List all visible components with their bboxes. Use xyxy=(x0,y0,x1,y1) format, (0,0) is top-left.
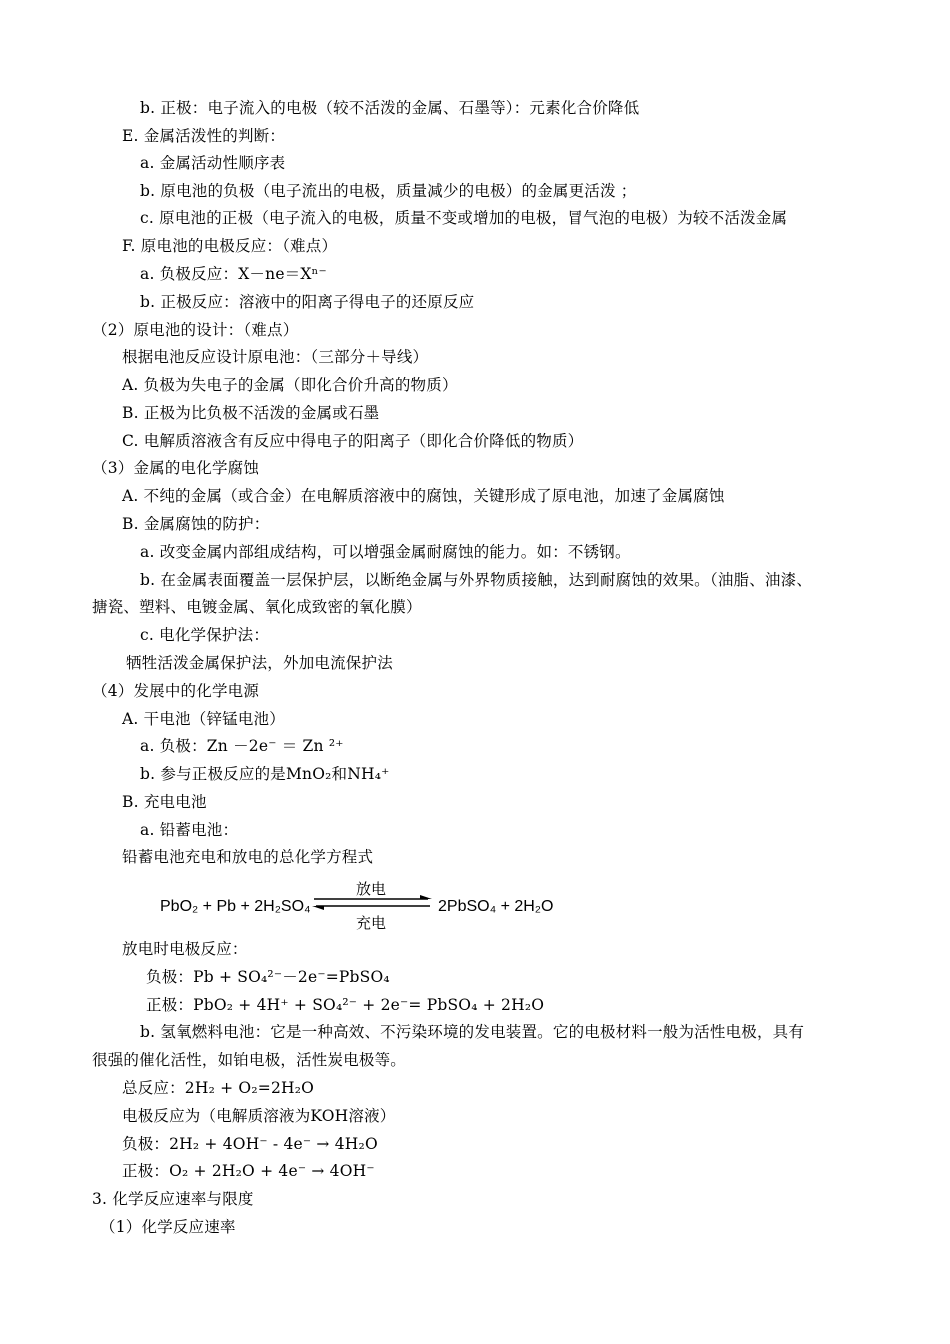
discharge-label: 放电 xyxy=(356,880,387,898)
text-line: 根据电池反应设计原电池：（三部分＋导线） xyxy=(122,348,429,366)
text-line: 铅蓄电池充电和放电的总化学方程式 xyxy=(122,848,374,866)
text-line: 很强的催化活性，如铂电极，活性炭电极等。 xyxy=(92,1051,407,1069)
text-line: 电极反应为（电解质溶液为KOH溶液） xyxy=(122,1107,396,1125)
text-line: 负极：Pb + SO₄²⁻－2e⁻=PbSO₄ xyxy=(146,968,390,986)
text-line: B. 充电电池 xyxy=(122,793,207,811)
text-line: a. 铅蓄电池： xyxy=(140,821,239,839)
text-line: A. 不纯的金属（或合金）在电解质溶液中的腐蚀，关键形成了原电池，加速了金属腐蚀 xyxy=(122,487,725,505)
text-line: B. 金属腐蚀的防护： xyxy=(122,515,270,533)
text-line: c. 电化学保护法： xyxy=(140,626,270,644)
text-line: c. 原电池的正极（电子流入的电极，质量不变或增加的电极，冒气泡的电极）为较不活泼金属 xyxy=(140,209,788,227)
reversible-arrow-icon xyxy=(310,893,435,913)
section-heading: （2）原电池的设计：（难点） xyxy=(92,321,299,339)
text-line: b. 氢氧燃料电池：它是一种高效、不污染环境的发电装置。它的电极材料一般为活性电极，具有 xyxy=(140,1023,805,1041)
text-line: 牺牲活泼金属保护法，外加电流保护法 xyxy=(126,654,393,672)
section-heading: （1）化学反应速率 xyxy=(100,1218,236,1236)
text-line: A. 干电池（锌锰电池） xyxy=(122,710,285,728)
section-heading: 3. 化学反应速率与限度 xyxy=(92,1190,254,1208)
text-line: A. 负极为失电子的金属（即化合价升高的物质） xyxy=(122,376,458,394)
text-line: a. 负极：Zn －2e⁻ ＝ Zn ²⁺ xyxy=(140,737,344,755)
text-line: F. 原电池的电极反应：（难点） xyxy=(122,237,338,255)
text-line: 负极：2H₂ + 4OH⁻ - 4e⁻ → 4H₂O xyxy=(122,1135,378,1153)
section-heading: （4）发展中的化学电源 xyxy=(92,682,260,700)
text-line: 总反应：2H₂ + O₂=2H₂O xyxy=(122,1079,315,1097)
text-line: a. 金属活动性顺序表 xyxy=(140,154,286,172)
text-line: 正极：O₂ + 2H₂O + 4e⁻ → 4OH⁻ xyxy=(122,1162,375,1180)
text-line: E. 金属活泼性的判断： xyxy=(122,127,286,145)
text-line: C. 电解质溶液含有反应中得电子的阳离子（即化合价降低的物质） xyxy=(122,432,584,450)
text-line: a. 负极反应：X－ne＝Xⁿ⁻ xyxy=(140,265,327,283)
text-line: b. 原电池的负极（电子流出的电极，质量减少的电极）的金属更活泼 ； xyxy=(140,182,637,200)
lead-acid-equation xyxy=(160,878,560,932)
text-line: b. 正极：电子流入的电极（较不活泼的金属、石墨等）：元素化合价降低 xyxy=(140,99,640,117)
text-line: 搪瓷、塑料、电镀金属、氧化成致密的氧化膜） xyxy=(92,598,422,616)
text-line: a. 改变金属内部组成结构，可以增强金属耐腐蚀的能力。如：不锈钢。 xyxy=(140,543,631,561)
equation-lhs: PbO₂ + Pb + 2H₂SO₄ xyxy=(160,898,311,915)
section-heading: （3）金属的电化学腐蚀 xyxy=(92,459,260,477)
charge-label: 充电 xyxy=(356,914,387,932)
equation-rhs: 2PbSO₄ + 2H₂O xyxy=(438,898,554,915)
text-line: b. 正极反应：溶液中的阳离子得电子的还原反应 xyxy=(140,293,475,311)
text-line: b. 在金属表面覆盖一层保护层，以断绝金属与外界物质接触，达到耐腐蚀的效果。（油脂、油漆、 xyxy=(140,571,813,589)
text-line: 放电时电极反应： xyxy=(122,940,248,958)
text-line: B. 正极为比负极不活泼的金属或石墨 xyxy=(122,404,380,422)
text-line: b. 参与正极反应的是MnO₂和NH₄⁺ xyxy=(140,765,390,783)
text-line: 正极：PbO₂ + 4H⁺ + SO₄²⁻ + 2e⁻= PbSO₄ + 2H₂O xyxy=(146,996,545,1014)
